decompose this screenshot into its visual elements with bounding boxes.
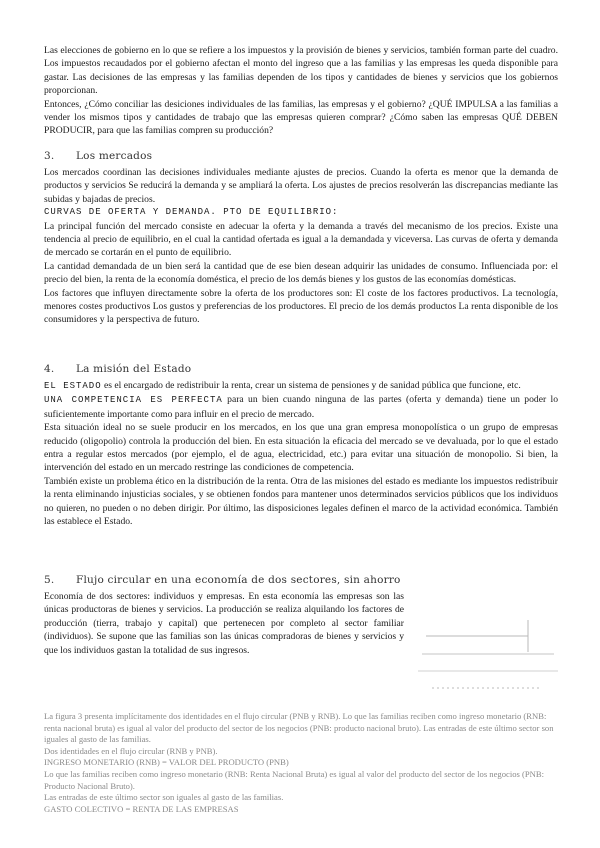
section-5-paragraph-1: Economía de dos sectores: individuos y empresas. En esta economía las empresas son las únicas productoras de bienes y servicios. La producción se realiza alquilando los factores de producción (tierra, trabajo y capital) que pertenecen por completo al sector familiar (individuos). Se supone que las familias son las únicas compradoras de bienes y servicios y que los individuos gastan la totalidad de sus ingresos. [44,591,404,656]
section-4 [44,362,558,528]
section-4-title: La misión del Estado [76,363,192,375]
note-2: Dos identidades en el flujo circular (RNB y PNB). [44,745,218,756]
circular-flow-figure [412,600,562,696]
note-1: La figura 3 presenta implícitamente dos identidades en el flujo circular (PNB y RNB). Lo que las familias reciben como ingreso monetario (RNB: renta nacional bruta) es igual al valor del producto del sector de los negocios (PNB: producto nacional bruto). Las entradas de este último sector son iguales al gasto de las familias. [44,711,554,745]
section-5-number: 5. [44,574,55,586]
note-5: Las entradas de este último sector son iguales al gasto de las familias. [44,792,284,803]
section-4-paragraph-1: EL ESTADO es el encargado de redistribuir la renta, crear un sistema de pensiones y de sanidad pública que funcione, etc. [44,380,521,391]
section-3-paragraph-3: La cantidad demandada de un bien será la cantidad que de ese bien desean adquirir las unidades de consumo. Influenciada por: el precio del bien, la renta de la economía doméstica, el precio de los demás bienes y los gustos de las economías domésticas. [44,260,558,286]
section-3-heading [44,149,558,163]
section-4-paragraph-3: Esta situación ideal no se suele producir en los mercados, en los que una gran empresa monopolística o un grupo de empresas reducido (oligopolio) controla la producción del bien. En esta situación la eficacia del mercado se ve devaluada, por lo que el estado entra a regular estos mercados (por ejemplo, el de agua, electricidad, etc.) para evitar una situación de monopolio. Si bien, la intervención del estado en un mercado restringe las condiciones de competencia. [44,422,558,474]
section-3-paragraph-1: Los mercados coordinan las decisiones individuales mediante ajustes de precios. Cuando la oferta es menor que la demanda de productos y servicios Se reducirá la demanda y se ampliará la oferta. Los ajustes de precios resolverán las discrepancias mediante las subidas y bajadas de precios. [44,167,558,205]
section-3-paragraph-2: La principal función del mercado consiste en adecuar la oferta y la demanda a través del mecanismo de los precios. Existe una tendencia al precio de equilibrio, en el cual la cantidad ofertada es igual a la demandada y viceversa. Las curvas de oferta y demanda de mercado se cortarán en el punto de equilibrio. [44,220,558,259]
figure-notes [44,711,558,815]
section-3-number: 3. [44,150,55,162]
section-4-heading [44,362,558,376]
section-3-title: Los mercados [76,150,153,162]
estado-lead: EL ESTADO [44,381,102,391]
intro-paragraph-2: Entonces, ¿Cómo conciliar las desiciones individuales de las familias, las empresas y el gobierno? ¿QUÉ IMPULSA a las familias a vender los mismos tipos y cantidades de trabajo que las empresas quieren comprar? ¿Cómo saben las empresas QUÉ DEBEN PRODUCIR, para que las familias compren su producción? [44,98,558,137]
note-4: Lo que las familias reciben como ingreso monetario (RNB: Renta Nacional Bruta) es igual al valor del producto del sector de los negocios (PNB: Producto Nacional Bruto). [44,768,544,791]
section-4-paragraph-2: UNA COMPETENCIA ES PERFECTA para un bien cuando ninguna de las partes (oferta y demanda) tiene un poder lo suficientemente importante como para influir en el precio de mercado. [44,394,558,420]
intro-paragraph-1: Las elecciones de gobierno en lo que se refiere a los impuestos y la provisión de bienes y servicios, también forman parte del cuadro. Los impuestos recaudados por el gobierno afectan el monto del ingreso que a las familias y las empresas les queda disponible para gastar. Las decisiones de las empresas y las familias dependen de los tipos y cantidades de bienes y servicios que los gobiernos proporcionan. [44,45,558,97]
section-4-number: 4. [44,363,55,375]
intro-section [44,44,558,138]
competencia-lead: UNA COMPETENCIA ES PERFECTA [44,395,223,406]
section-5-title: Flujo circular en una economía de dos sectores, sin ahorro [76,574,401,586]
note-3: INGRESO MONETARIO (RNB) = VALOR DEL PRODUCTO (PNB) [44,757,289,768]
section-3 [44,149,558,327]
section-4-paragraph-4: También existe un problema ético en la distribución de la renta. Otra de las misiones del estado es mediante los impuestos redistribuir la renta eliminando injusticias sociales, y se obtienen fondos para mantener unos determinados servicios públicos que los individuos no quieren, no pueden o no deben dirigir. Por último, las disposiciones legales definen el marco de la actividad económica. También las establece el Estado. [44,475,558,528]
note-6: GASTO COLECTIVO = RENTA DE LAS EMPRESAS [44,803,239,814]
section-5-heading [44,573,558,587]
section-3-subheading: CURVAS DE OFERTA Y DEMANDA. PTO DE EQUILIBRIO: [44,207,339,218]
section-3-paragraph-4: Los factores que influyen directamente sobre la oferta de los productores son: El coste de los factores productivos. La tecnología, menores costes productivos Los gustos y preferencias de los productores. El precio de los demás productos La renta disponible de los consumidores y la perspectiva de futuro. [44,287,558,326]
